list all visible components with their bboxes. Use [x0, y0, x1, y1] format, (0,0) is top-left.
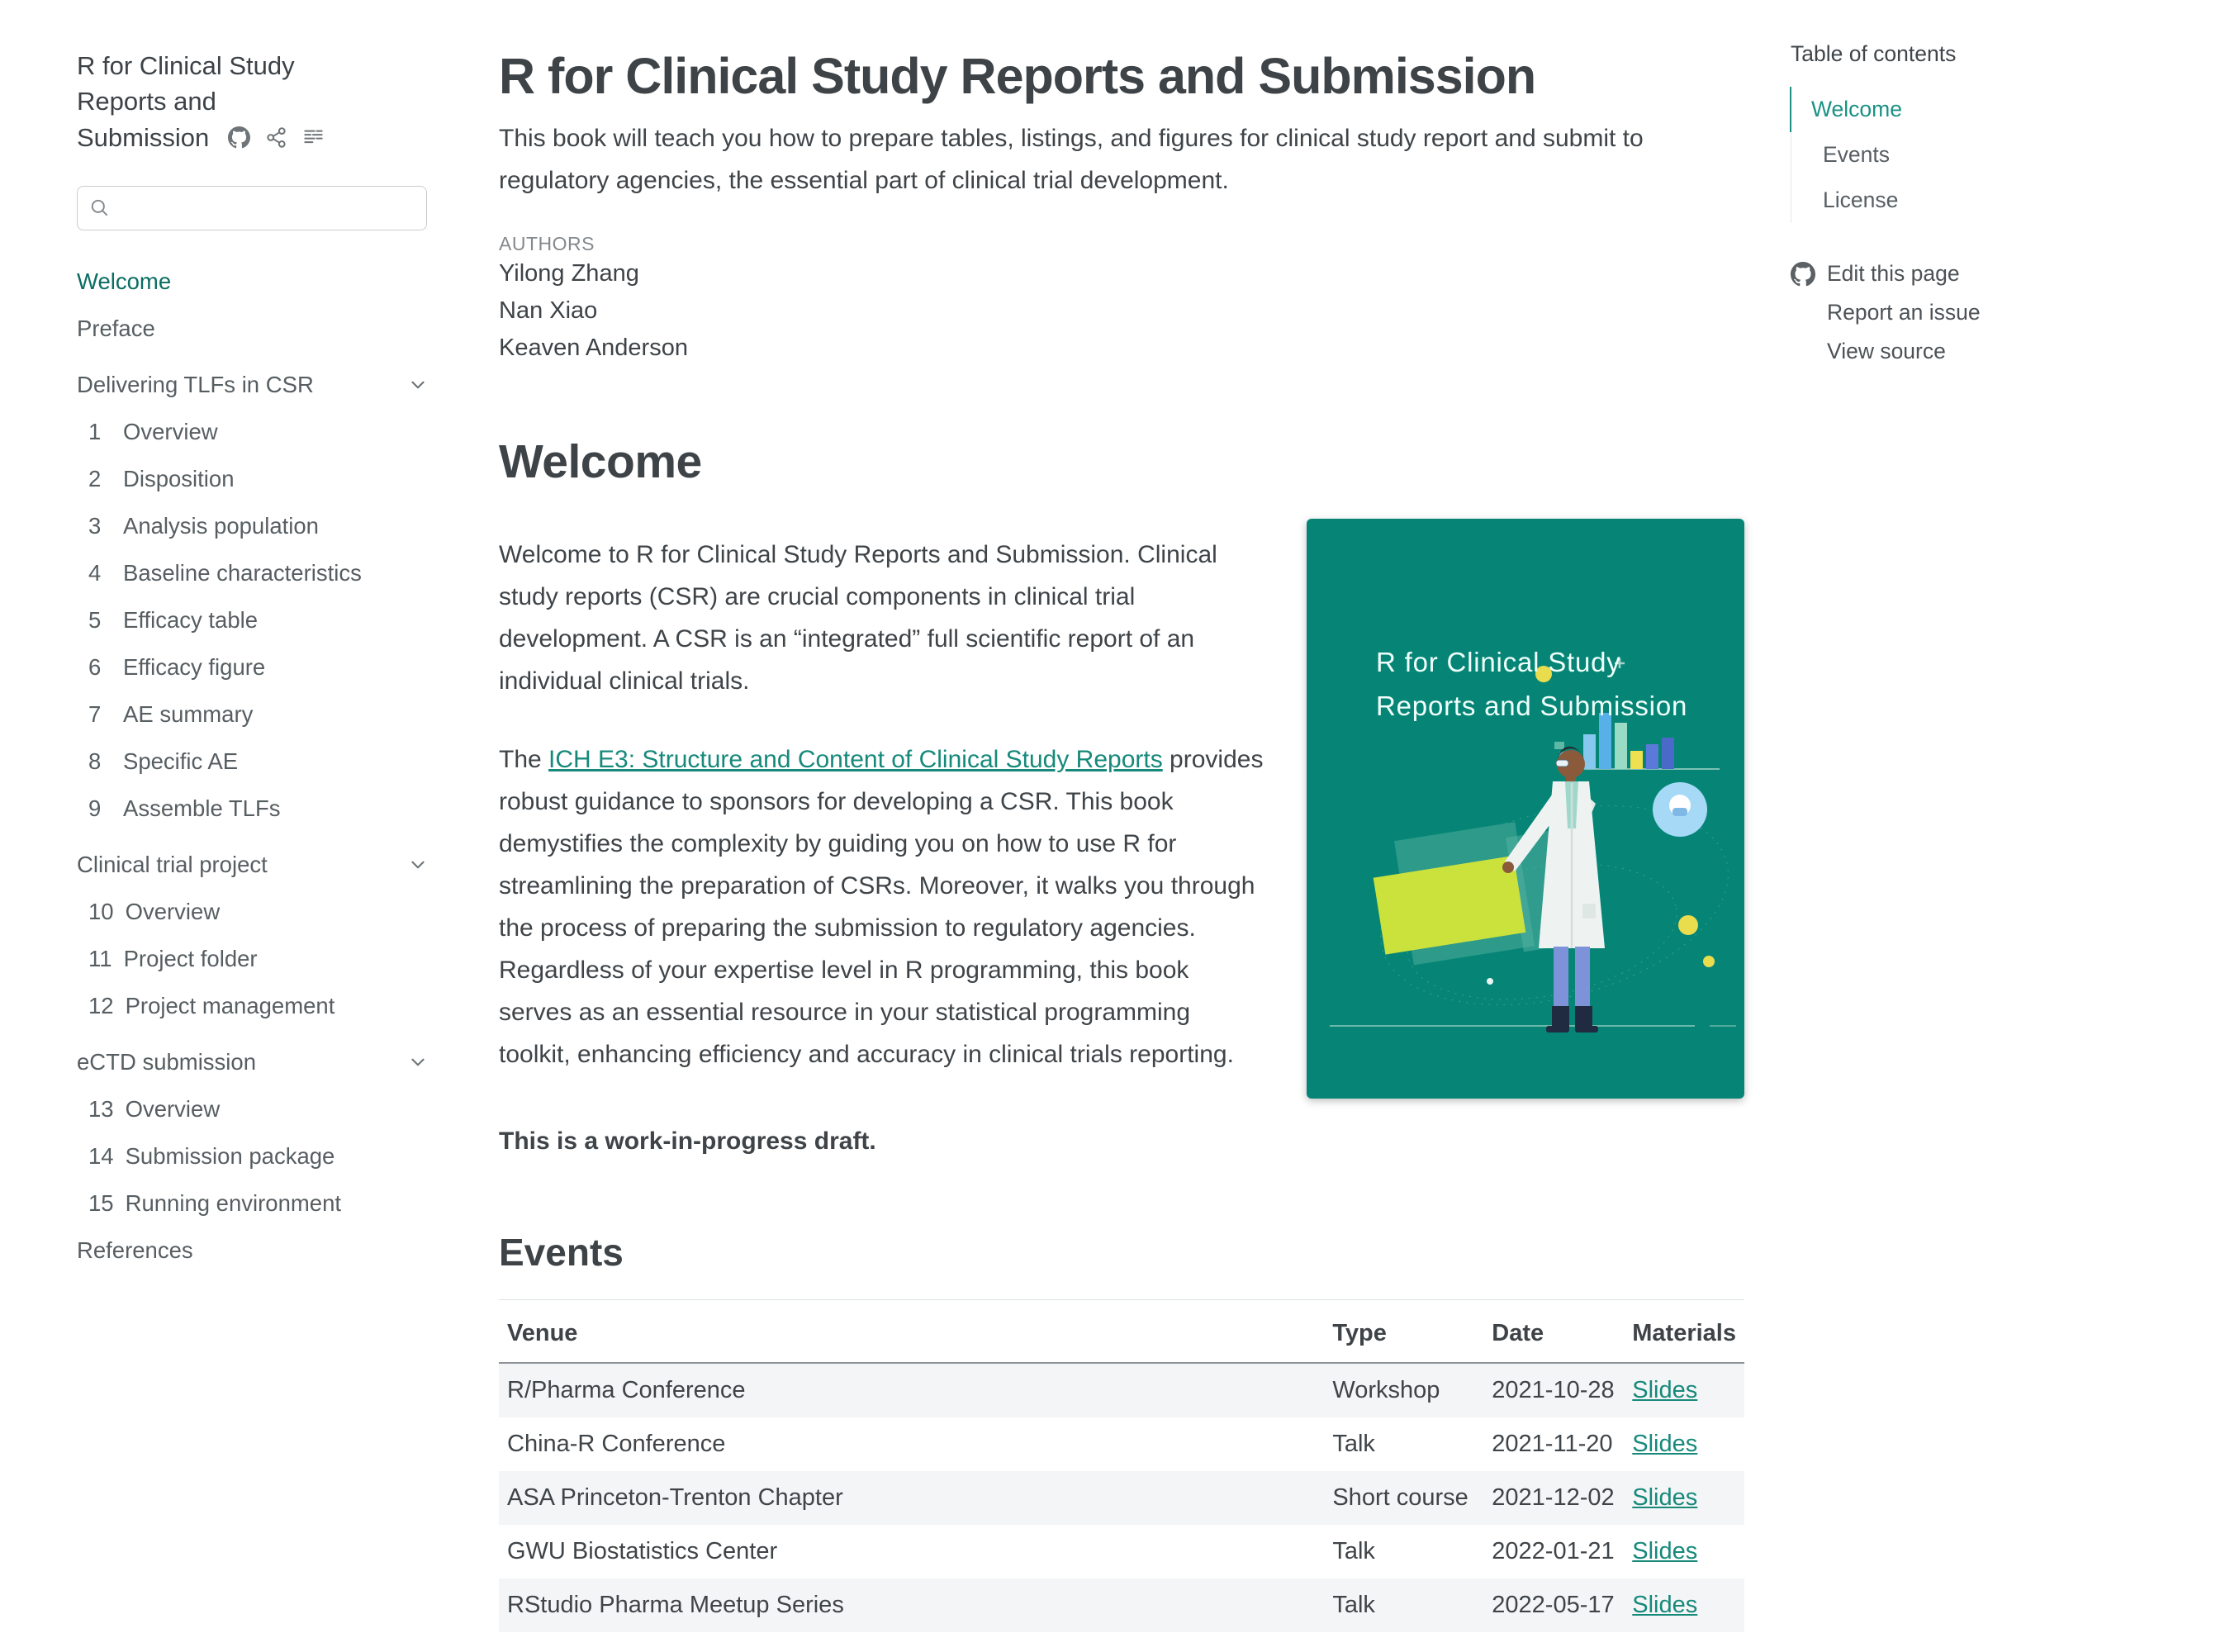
search-input[interactable]	[119, 192, 415, 225]
table-row	[499, 1525, 1744, 1578]
sidebar-item-label: Project management	[125, 993, 335, 1019]
book-cover-image	[1307, 519, 1744, 1099]
toc-item-events[interactable]: Events	[1823, 142, 1891, 167]
sidebar-section-label: eCTD submission	[77, 1049, 257, 1075]
authors-label: AUTHORS	[499, 233, 595, 255]
sidebar-item-14-submission-package[interactable]	[77, 1143, 429, 1170]
book-title-link[interactable]: R for Clinical Study Reports and Submission	[77, 51, 295, 152]
sidebar-section-label: Delivering TLFs in CSR	[77, 372, 314, 398]
tool-edit-this-page[interactable]	[1791, 261, 2179, 287]
sidebar-item-label: Specific AE	[123, 748, 239, 775]
cell-date: 2022-05-17	[1492, 1591, 1615, 1618]
sidebar-item-3-analysis-population[interactable]	[77, 513, 429, 539]
toc-item-license[interactable]: License	[1823, 188, 1899, 212]
table-row	[499, 1471, 1744, 1525]
slides-link[interactable]: Slides	[1632, 1376, 1698, 1403]
cell-materials	[1624, 1363, 1744, 1417]
cell-venue: R/Pharma Conference	[507, 1376, 746, 1403]
share-icon[interactable]	[265, 122, 287, 158]
github-icon	[1791, 262, 1815, 287]
chapter-number: 2	[88, 466, 102, 492]
chapter-number: 3	[88, 513, 102, 539]
cell-date: 2021-10-28	[1492, 1376, 1615, 1403]
chapter-number: 8	[88, 748, 102, 775]
sidebar-item-12-project-management[interactable]	[77, 993, 429, 1019]
toc-item-welcome[interactable]: Welcome	[1790, 87, 2179, 132]
author-name: Nan Xiao	[499, 297, 598, 324]
chevron-down-icon	[407, 374, 429, 396]
search-box[interactable]	[77, 186, 427, 230]
draft-note: This is a work-in-progress draft.	[499, 1127, 876, 1155]
sidebar-item-4-baseline-characteristics[interactable]	[77, 560, 429, 586]
events-section	[499, 1230, 1744, 1632]
sidebar-item-label: Analysis population	[123, 513, 319, 539]
table-header-type: Type	[1324, 1300, 1483, 1363]
sidebar-item-5-efficacy-table[interactable]	[77, 607, 429, 634]
page-subtitle: This book will teach you how to prepare tables, listings, and figures for clinical study report and submit to regulatory agencies, the essential part of clinical trial development.	[499, 125, 1644, 195]
table-header-date: Date	[1483, 1300, 1624, 1363]
tool-view-source[interactable]	[1791, 339, 2179, 364]
main-content	[499, 0, 1744, 1632]
sidebar-item-label: AE summary	[123, 701, 254, 728]
tool-label: View source	[1827, 339, 1946, 363]
sidebar	[0, 0, 446, 1264]
author-name: Yilong Zhang	[499, 260, 639, 287]
table-row	[499, 1578, 1744, 1632]
slides-link[interactable]: Slides	[1632, 1430, 1698, 1457]
chapter-number: 6	[88, 654, 102, 681]
cell-date: 2021-11-20	[1492, 1430, 1613, 1457]
sidebar-item-label: Overview	[123, 419, 218, 445]
toc-title: Table of contents	[1791, 41, 1957, 66]
cell-materials	[1624, 1525, 1744, 1578]
slides-link[interactable]: Slides	[1632, 1483, 1698, 1511]
sidebar-section-delivering-tlfs-in-csr[interactable]	[77, 372, 429, 398]
sidebar-item-13-overview[interactable]	[77, 1096, 429, 1123]
chevron-down-icon	[407, 854, 429, 876]
toc-tools	[1791, 261, 2179, 364]
reader-mode-icon[interactable]	[302, 122, 325, 158]
cell-venue: GWU Biostatistics Center	[507, 1537, 778, 1564]
slides-link[interactable]: Slides	[1632, 1591, 1698, 1618]
welcome-heading: Welcome	[499, 434, 702, 488]
cover-title: R for Clinical Study Reports and Submission	[1376, 646, 1688, 721]
sidebar-section-label: Clinical trial project	[77, 852, 268, 878]
chapter-number: 1	[88, 419, 102, 445]
cell-materials	[1624, 1578, 1744, 1632]
sidebar-item-7-ae-summary[interactable]	[77, 701, 429, 728]
chapter-number: 7	[88, 701, 102, 728]
cell-type: Workshop	[1332, 1376, 1440, 1403]
cell-type: Talk	[1332, 1537, 1375, 1564]
toc-list	[1791, 87, 2179, 223]
sidebar-item-label: Disposition	[123, 466, 235, 492]
cell-date: 2022-01-21	[1492, 1537, 1615, 1564]
events-heading: Events	[499, 1230, 1744, 1300]
sidebar-title-icons	[228, 122, 325, 158]
sidebar-item-1-overview[interactable]	[77, 419, 429, 445]
sidebar-item-label: Submission package	[125, 1143, 335, 1170]
chapter-number: 14	[88, 1143, 114, 1170]
chapter-number: 12	[88, 993, 114, 1019]
cell-materials	[1624, 1471, 1744, 1525]
sidebar-item-welcome[interactable]: Welcome	[77, 268, 172, 295]
sidebar-item-11-project-folder[interactable]	[77, 946, 429, 972]
table-header-venue: Venue	[499, 1300, 1324, 1363]
authors-list	[499, 255, 1744, 367]
slides-link[interactable]: Slides	[1632, 1537, 1698, 1564]
sidebar-item-references[interactable]: References	[77, 1237, 193, 1264]
chevron-down-icon	[407, 1051, 429, 1073]
sidebar-item-15-running-environment[interactable]	[77, 1190, 429, 1217]
tool-label: Edit this page	[1827, 261, 1960, 286]
sidebar-item-label: Efficacy table	[123, 607, 259, 634]
cell-materials	[1624, 1417, 1744, 1471]
sidebar-item-label: Overview	[125, 899, 221, 925]
events-table	[499, 1300, 1744, 1632]
sidebar-item-2-disposition[interactable]	[77, 466, 429, 492]
chapter-number: 11	[88, 946, 112, 972]
chapter-number: 13	[88, 1096, 114, 1123]
chapter-number: 10	[88, 899, 114, 925]
sidebar-item-label: Overview	[125, 1096, 221, 1123]
chapter-number: 5	[88, 607, 102, 634]
author-name: Keaven Anderson	[499, 334, 688, 361]
table-of-contents	[1791, 41, 2179, 364]
cell-type: Talk	[1332, 1430, 1375, 1457]
search-icon	[89, 197, 111, 219]
table-row	[499, 1363, 1744, 1417]
sidebar-section-ectd-submission[interactable]	[77, 1049, 429, 1075]
chapter-number: 15	[88, 1190, 114, 1217]
cell-type: Short course	[1332, 1483, 1468, 1511]
sidebar-item-8-specific-ae[interactable]	[77, 748, 429, 775]
chapter-number: 4	[88, 560, 102, 586]
cover-illustration	[1307, 519, 1744, 1099]
sidebar-item-6-efficacy-figure[interactable]	[77, 654, 429, 681]
sidebar-item-label: Assemble TLFs	[123, 795, 281, 822]
sidebar-item-label: Efficacy figure	[123, 654, 266, 681]
table-header-materials: Materials	[1624, 1300, 1744, 1363]
cell-venue: ASA Princeton-Trenton Chapter	[507, 1483, 843, 1511]
ich-e3-link[interactable]: ICH E3: Structure and Content of Clinical Study Reports	[548, 745, 1163, 773]
sidebar-item-label: Project folder	[123, 946, 258, 972]
sidebar-section-clinical-trial-project[interactable]	[77, 852, 429, 878]
tool-label: Report an issue	[1827, 300, 1981, 325]
cell-venue: RStudio Pharma Meetup Series	[507, 1591, 844, 1618]
chapter-number: 9	[88, 795, 102, 822]
paragraph-text: provides robust guidance to sponsors for developing a CSR. This book demystifies the complexity by guiding you on how to use R for streamlining the preparation of CSRs. Moreover, it walks you through the process of preparing the submission to regulatory agencies. Regardless of your expertise level in R programming, this book serves as an essential resource in your statistical programming toolkit, enhancing efficiency and accuracy in clinical trials reporting.	[499, 745, 1264, 1068]
book-title	[77, 48, 349, 158]
github-icon[interactable]	[228, 122, 250, 158]
sidebar-item-preface[interactable]: Preface	[77, 316, 155, 342]
cell-date: 2021-12-02	[1492, 1483, 1615, 1511]
table-row	[499, 1417, 1744, 1471]
sidebar-item-9-assemble-tlfs[interactable]	[77, 795, 429, 822]
page-title: R for Clinical Study Reports and Submission	[499, 48, 1536, 104]
cell-type: Talk	[1332, 1591, 1375, 1618]
sidebar-nav	[77, 268, 429, 1264]
sidebar-item-label: Running environment	[125, 1190, 342, 1217]
tool-report-an-issue[interactable]	[1791, 300, 2179, 325]
cell-venue: China-R Conference	[507, 1430, 726, 1457]
sidebar-item-10-overview[interactable]	[77, 899, 429, 925]
sidebar-item-label: Baseline characteristics	[123, 560, 362, 586]
paragraph-text: The	[499, 745, 549, 773]
welcome-paragraph-1: Welcome to R for Clinical Study Reports and Submission. Clinical study reports (CSR) are crucial components in clinical trial development. A CSR is an “integrated” full scientific report of an individual clinical trials.	[499, 540, 1217, 695]
